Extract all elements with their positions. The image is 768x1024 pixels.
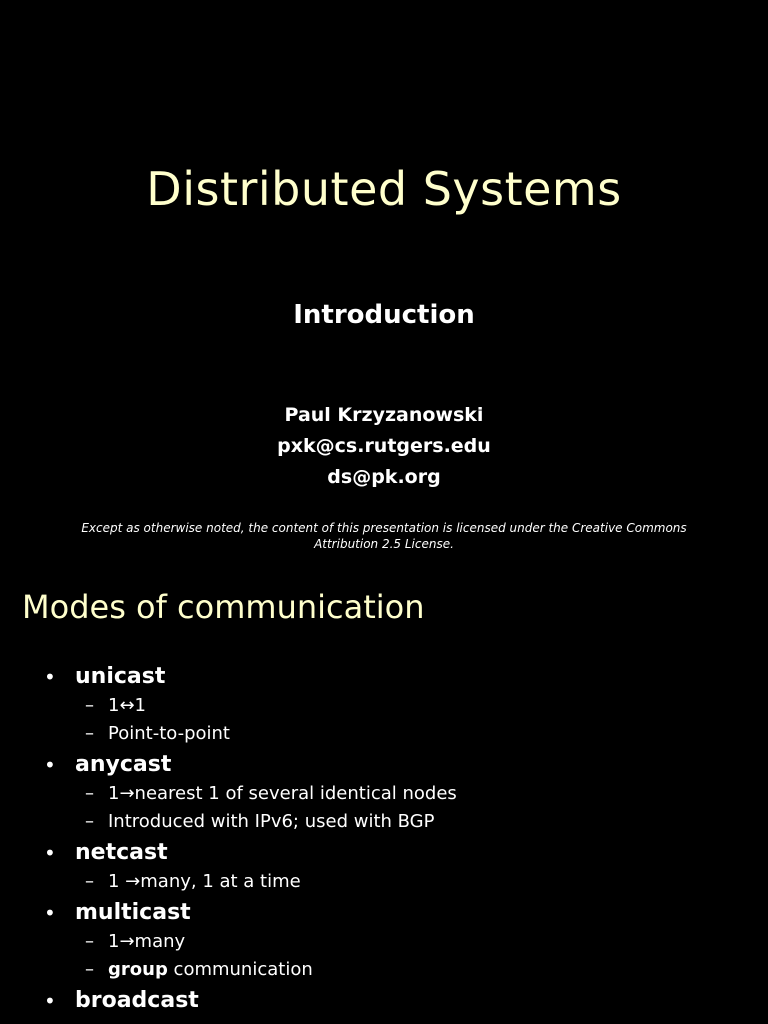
bullet-list [0,662,768,1016]
bullet-dot: • [44,841,56,865]
sub-item-text: 1→many [108,931,186,952]
bullet-netcast [0,838,768,896]
bullet-label: broadcast [75,988,199,1013]
license-line-2: Attribution 2.5 License. [314,537,454,551]
license-line-1: Except as otherwise noted, the content of this presentation is licensed under the Creative Commons [81,521,687,535]
sub-list [75,780,768,836]
sub-item-text: 1 →many, 1 at a time [108,871,301,892]
author-name: Paul Krzyzanowski [284,404,484,426]
author-email-primary: pxk@cs.rutgers.edu [277,435,491,457]
sub-item-text: Introduced with IPv6; used with BGP [108,811,435,832]
bullet-anycast [0,750,768,836]
content-slide [0,580,768,1024]
author-block [0,400,768,493]
sub-item-text: 1→nearest 1 of several identical nodes [108,783,457,804]
sub-item [75,808,768,836]
sub-item [75,720,768,748]
bullet-label: anycast [75,752,172,777]
sub-item [75,956,768,984]
sub-dash: – [85,723,94,744]
slide-subtitle: Introduction [293,300,475,330]
slide-title: Distributed Systems [146,162,622,216]
bullet-multicast [0,898,768,984]
section-title: Modes of communication [22,588,425,626]
sub-item [75,868,768,896]
bullet-dot: • [44,901,56,925]
bullet-label: netcast [75,840,168,865]
bullet-dot: • [44,753,56,777]
sub-dash: – [85,871,94,892]
sub-dash: – [85,959,94,980]
sub-item [75,780,768,808]
sub-item [75,692,768,720]
bullet-dot: • [44,665,56,689]
bullet-label: unicast [75,664,166,689]
bullet-broadcast [0,986,768,1016]
sub-dash: – [85,695,94,716]
sub-item [75,928,768,956]
sub-list [75,692,768,748]
sub-item-text: Point-to-point [108,723,230,744]
sub-list [75,868,768,896]
sub-item-text: 1↔1 [108,695,146,716]
sub-dash: – [85,931,94,952]
bullet-label: multicast [75,900,191,925]
author-email-secondary: ds@pk.org [327,466,441,488]
bullet-dot: • [44,989,56,1013]
license-notice [60,520,708,552]
sub-list [75,928,768,984]
bullet-unicast [0,662,768,748]
sub-item-emphasis: group [108,959,168,980]
sub-item-text: communication [167,959,313,980]
sub-dash: – [85,811,94,832]
sub-dash: – [85,783,94,804]
